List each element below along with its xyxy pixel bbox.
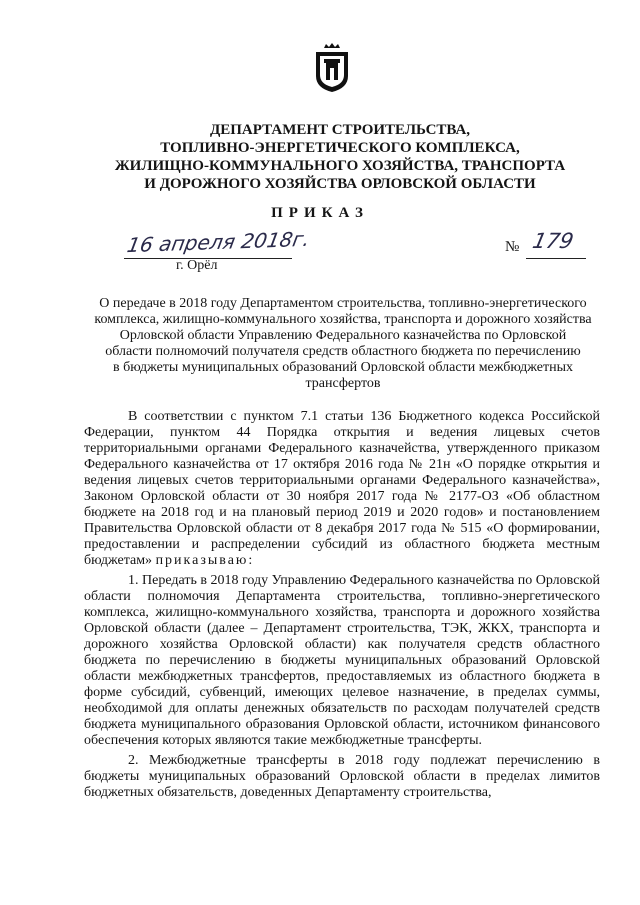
subject-line: области полномочий получателя средств областного бюджета по перечислению [105, 344, 581, 359]
department-line: ТОПЛИВНО-ЭНЕРГЕТИЧЕСКОГО КОМПЛЕКСА, [160, 140, 520, 156]
subject-line: О передаче в 2018 году Департаментом строительства, топливно-энергетического [99, 296, 587, 311]
city: г. Орёл [176, 258, 218, 273]
orel-oblast-coat-of-arms-icon [312, 42, 352, 94]
preamble-text: В соответствии с пунктом 7.1 статьи 136 Бюджетного кодекса Российской Федерации, пунктом 44 Порядка открытия и ведения лицевых счетов территориальными органами Федерального казначейства, утвержденного приказом Федерального казначейства от 17 октября 2016 года № 21н «О порядке открытия и ведения лицевых счетов территориальными органами Федерального казначейства», Законом Орловской области от 30 ноября 2017 года № 2177-ОЗ «Об областном бюджете на 2018 год и на плановый период 2019 и 2020 годов» и постановлением Правительства Орловской области от 8 декабря 2017 года № 515 «О формировании, предоставлении и распределении субсидий из областного бюджета местным бюджетам» [84, 409, 600, 568]
number-sign: № [505, 239, 520, 255]
number-underline [526, 258, 586, 259]
order-body [84, 409, 600, 805]
department-line: ДЕПАРТАМЕНТ СТРОИТЕЛЬСТВА, [209, 122, 471, 138]
order-subject [78, 296, 608, 392]
department-name [60, 121, 620, 193]
subject-line: трансфертов [305, 376, 381, 391]
subject-line: в бюджеты муниципальных образований Орловской области межбюджетных [113, 360, 573, 375]
department-line: И ДОРОЖНОГО ХОЗЯЙСТВА ОРЛОВСКОЙ ОБЛАСТИ [144, 176, 536, 192]
document-type: ПРИКАЗ [271, 205, 369, 221]
handwritten-date: 16 апреля 2018г. [125, 226, 312, 258]
clause-2: 2. Межбюджетные трансферты в 2018 году подлежат перечислению в бюджеты муниципальных образований Орловской области в пределах лимитов бюджетных обязательств, доведенных Департаменту строительства, [84, 753, 600, 800]
preamble-paragraph [84, 409, 600, 569]
handwritten-number: 179 [530, 229, 576, 253]
department-line: ЖИЛИЩНО-КОММУНАЛЬНОГО ХОЗЯЙСТВА, ТРАНСПОРТА [114, 158, 566, 174]
order-verb: приказываю: [155, 553, 255, 568]
clause-1: 1. Передать в 2018 году Управлению Федерального казначейства по Орловской области полномочия Департамента строительства, топливно-энергетического комплекса, жилищно-коммунального хозяйства, транспорта и дорожного хозяйства Орловской области (далее – Департамент строительства, ТЭК, ЖКХ, транспорта и дорожного хозяйства Орловской области) как получателя средств областного бюджета по перечислению в бюджеты муниципальных образований Орловской области межбюджетных трансфертов, предоставляемых из областного бюджета в форме субсидий, субвенций, имеющих целевое назначение, в пределах суммы, необходимой для оплаты денежных обязательств по расходам получателей средств бюджета муниципального образования Орловской области, источником финансового обеспечения которых являются такие межбюджетные трансферты. [84, 573, 600, 748]
subject-line: Орловской области Управлению Федерального казначейства по Орловской [119, 328, 567, 343]
subject-line: комплекса, жилищно-коммунального хозяйства, транспорта и дорожного хозяйства [94, 312, 592, 327]
